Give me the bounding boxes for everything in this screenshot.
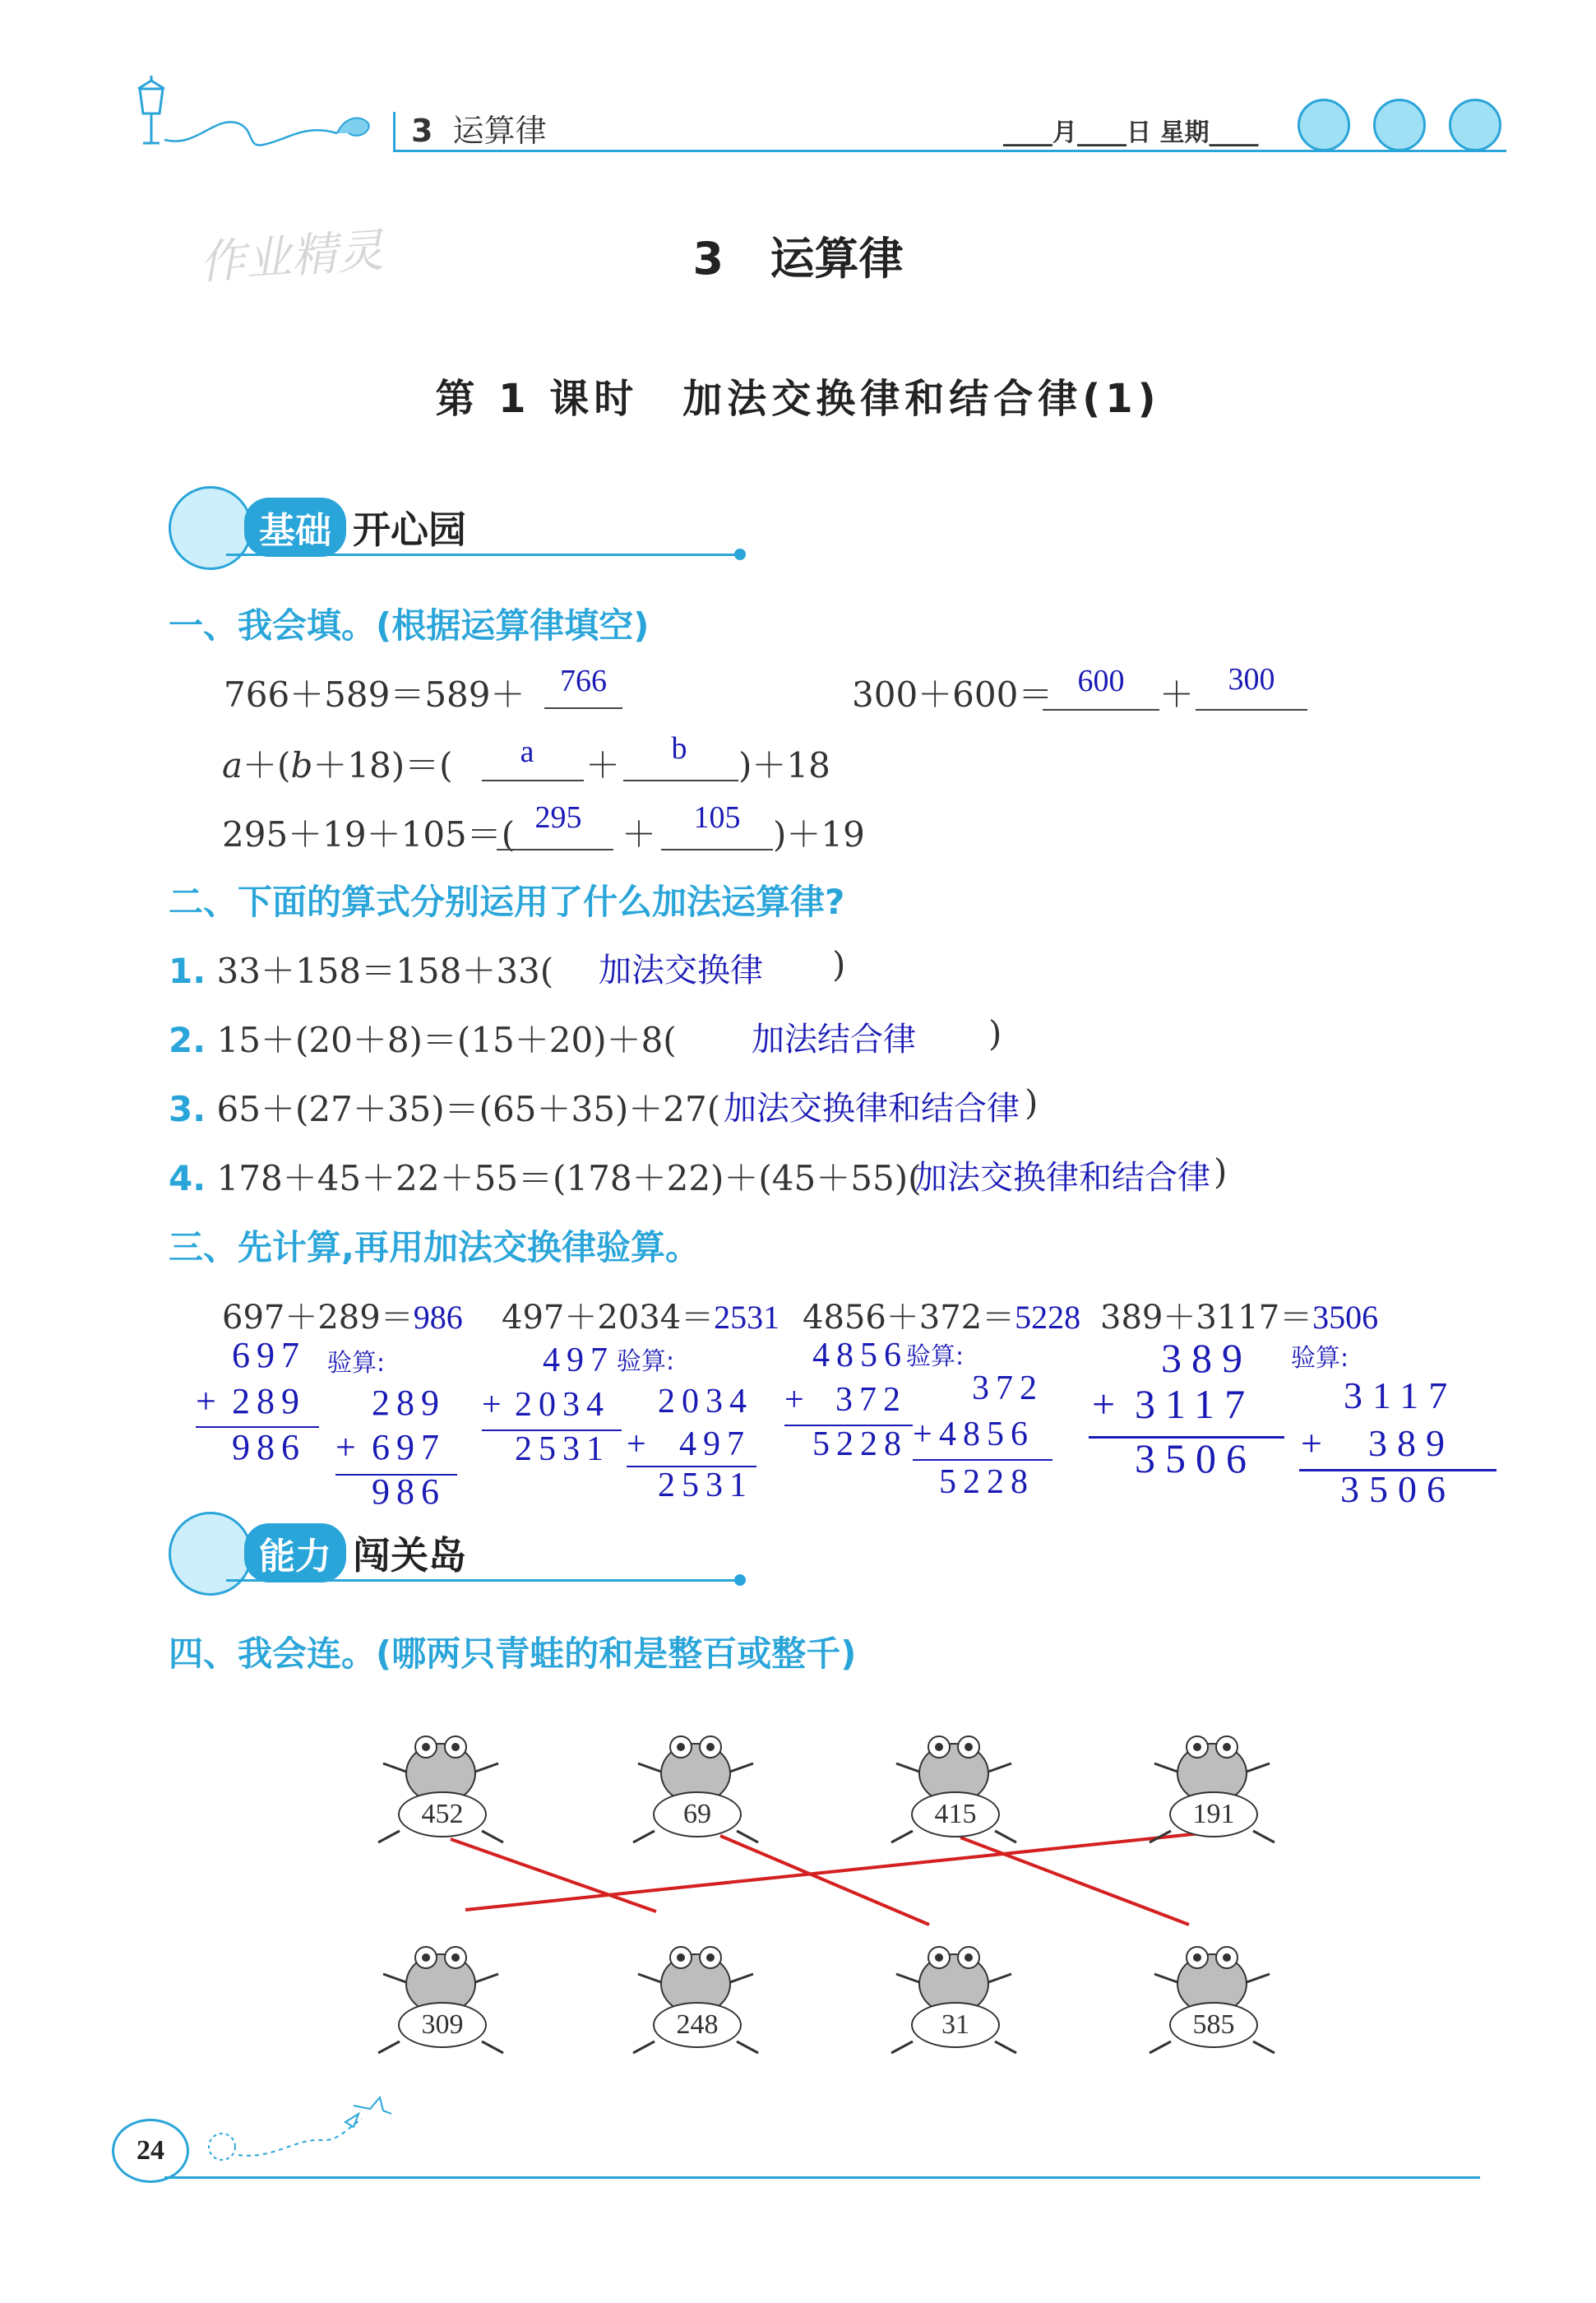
frog-number: 69 bbox=[653, 1791, 742, 1837]
frog[interactable] bbox=[375, 1722, 507, 1846]
plus-sign: ＋ bbox=[622, 814, 657, 855]
q2-close-paren: ) bbox=[1214, 1152, 1228, 1192]
frog[interactable] bbox=[630, 1933, 761, 2056]
q2-answer-4[interactable]: 加法交换律和结合律 bbox=[914, 1159, 1210, 1196]
q1-heading: 一、我会填。(根据运算律填空) bbox=[169, 605, 650, 646]
page-title: 3 运算律 bbox=[692, 233, 904, 285]
frog-number: 309 bbox=[398, 2002, 487, 2048]
q1-line2: 300＋600＝ bbox=[852, 674, 1053, 715]
section-banner-ability: 能力 闯关岛 bbox=[169, 1507, 744, 1597]
q3-heading: 三、先计算,再用加法交换律验算。 bbox=[169, 1227, 700, 1267]
q2-close-paren: ) bbox=[832, 944, 846, 985]
q3-vertical-2: 497 + 2034 2531 验算: 2034 + 497 2531 bbox=[482, 1341, 761, 1522]
q1-line3-end: )＋18 bbox=[738, 745, 830, 785]
frog[interactable] bbox=[888, 1933, 1020, 2056]
q1-answer-5[interactable]: b bbox=[671, 731, 687, 766]
q3-expr-2: 497＋2034＝2531 bbox=[502, 1299, 780, 1337]
plus-sign: ＋ bbox=[585, 745, 621, 785]
frog[interactable] bbox=[888, 1722, 1020, 1846]
q2-close-paren: ) bbox=[988, 1013, 1002, 1054]
frog[interactable] bbox=[375, 1933, 507, 2056]
q2-item-1: 1. 33＋158＝158＋33( bbox=[169, 951, 554, 991]
plus-sign: ＋ bbox=[1159, 674, 1195, 715]
section-banner-basic: 基础 开心园 bbox=[169, 481, 744, 572]
q2-answer-1[interactable]: 加法交换律 bbox=[599, 952, 763, 989]
q2-heading: 二、下面的算式分别运用了什么加法运算律? bbox=[169, 882, 845, 922]
q3-vertical-4: 389 + 3117 3506 验算: 3117 + 389 3506 bbox=[1084, 1334, 1495, 1523]
q2-item-3: 3. 65＋(27＋35)＝(65＋35)＋27( bbox=[169, 1089, 721, 1129]
lesson-title: 第 1 课时 加法交换律和结合律(1) bbox=[435, 376, 1161, 422]
frog[interactable] bbox=[630, 1722, 761, 1846]
frog-number: 248 bbox=[653, 2002, 742, 2048]
q1-line4: 295＋19＋105＝( bbox=[222, 814, 516, 855]
frog-number: 191 bbox=[1169, 1791, 1258, 1837]
header-chapter: 3 运算律 bbox=[411, 113, 547, 149]
q3-vertical-1: 697 + 289 986 验算: 289 + 697 986 bbox=[196, 1334, 459, 1515]
q1-answer-2[interactable]: 600 bbox=[1077, 664, 1125, 698]
q2-item-2: 2. 15＋(20＋8)＝(15＋20)＋8( bbox=[169, 1020, 677, 1060]
q1-answer-7[interactable]: 105 bbox=[693, 800, 741, 835]
frog-number: 415 bbox=[911, 1791, 1000, 1837]
q1-line1: 766＋589＝589＋ bbox=[224, 674, 525, 715]
frog-number: 585 bbox=[1169, 2002, 1258, 2048]
q3-expr-3: 4856＋372＝5228 bbox=[803, 1299, 1081, 1337]
footer-rule bbox=[164, 2176, 1480, 2179]
q3-vertical-3: 4856 + 372 5228 验算: 372 + 4856 5228 bbox=[778, 1336, 1066, 1517]
watermark: 作业精灵 bbox=[197, 224, 386, 290]
q2-answer-2[interactable]: 加法结合律 bbox=[752, 1021, 916, 1058]
frog[interactable] bbox=[1146, 1722, 1278, 1846]
footer-decoration bbox=[197, 2089, 395, 2171]
q2-close-paren: ) bbox=[1025, 1082, 1039, 1123]
q3-expr-4: 389＋3117＝3506 bbox=[1100, 1299, 1379, 1337]
q3-expr-1: 697＋289＝986 bbox=[222, 1299, 463, 1337]
q2-answer-3[interactable]: 加法交换律和结合律 bbox=[724, 1090, 1020, 1127]
q1-answer-6[interactable]: 295 bbox=[534, 800, 582, 835]
page-number: 24 bbox=[112, 2119, 189, 2183]
q1-answer-1[interactable]: 766 bbox=[560, 664, 607, 698]
frog[interactable] bbox=[1146, 1933, 1278, 2056]
q1-line4-end: )＋19 bbox=[773, 814, 865, 855]
q2-item-4: 4. 178＋45＋22＋55＝(178＋22)＋(45＋55)( bbox=[169, 1158, 922, 1198]
frog-number: 31 bbox=[911, 2002, 1000, 2048]
header-date: ____月____日 星期____ bbox=[1003, 118, 1259, 147]
q1-answer-3[interactable]: 300 bbox=[1228, 662, 1275, 697]
frog-number: 452 bbox=[398, 1791, 487, 1837]
q4-heading: 四、我会连。(哪两只青蛙的和是整百或整千) bbox=[169, 1633, 857, 1674]
q1-line3: a＋(b＋18)＝( bbox=[222, 745, 453, 785]
q1-answer-4[interactable]: a bbox=[520, 734, 534, 769]
